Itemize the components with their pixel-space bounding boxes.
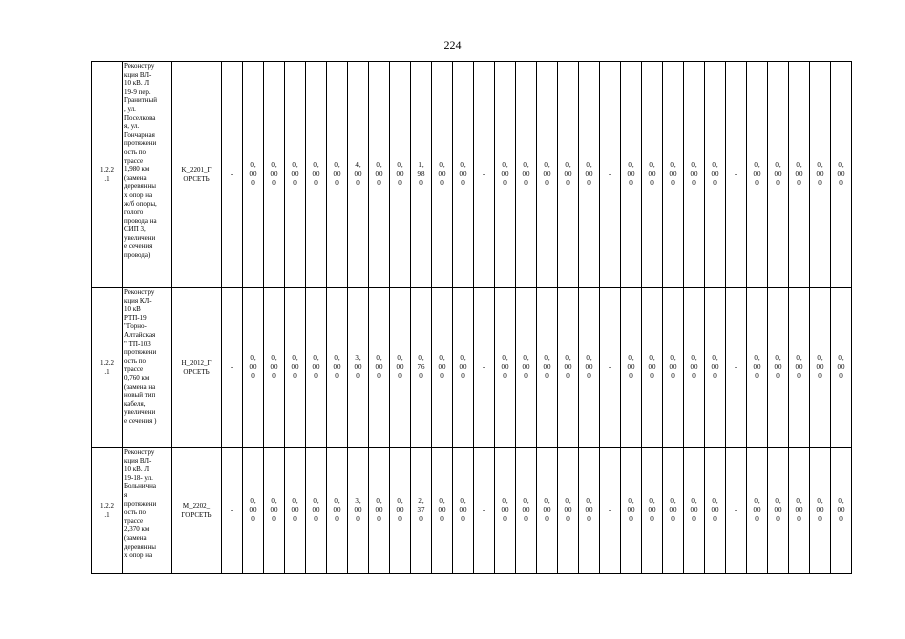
value-cell-text: 0, 00 0 (837, 497, 845, 523)
value-cell (789, 62, 810, 288)
value-cell (411, 448, 432, 574)
value-cell-text: 0, 00 0 (522, 497, 530, 523)
dash-cell-text: - (230, 363, 234, 371)
value-cell (432, 288, 453, 448)
value-cell-text: 0, 00 0 (627, 497, 635, 523)
value-cell-text: 0, 00 0 (753, 497, 761, 523)
value-cell-text: 0, 00 0 (648, 354, 656, 380)
value-cell (831, 288, 852, 448)
dash-cell-text: - (482, 506, 486, 514)
row-number-cell (92, 448, 123, 574)
value-cell-text: 0, 00 0 (648, 161, 656, 187)
project-code-cell-text: K_2201_Г ОРСЕТЬ (181, 165, 212, 183)
dash-cell (600, 62, 621, 288)
dash-cell (222, 288, 243, 448)
value-cell (621, 62, 642, 288)
value-cell-text: 0, 00 0 (795, 497, 803, 523)
value-cell-text: 0, 00 0 (816, 354, 824, 380)
value-cell-text: 0, 00 0 (585, 497, 593, 523)
table-row (92, 62, 852, 288)
value-cell-text: 0, 00 0 (291, 161, 299, 187)
value-cell-text: 0, 00 0 (690, 354, 698, 380)
dash-cell (726, 448, 747, 574)
value-cell-text: 0, 00 0 (711, 161, 719, 187)
value-cell (243, 288, 264, 448)
page-number: 224 (443, 38, 462, 52)
value-cell-text: 0, 00 0 (816, 161, 824, 187)
row-number-cell-text: 1.2.2 .1 (100, 165, 114, 183)
value-cell (264, 62, 285, 288)
value-cell (243, 62, 264, 288)
value-cell (369, 62, 390, 288)
value-cell (705, 62, 726, 288)
project-code-cell (172, 62, 222, 288)
value-cell-text: 0, 00 0 (291, 354, 299, 380)
value-cell-text: 0, 00 0 (543, 354, 551, 380)
investment-table (91, 61, 852, 574)
value-cell (453, 62, 474, 288)
description-cell-text: Реконстру кция КЛ- 10 кВ РТП-19 "Горно- Алтайская " ТП-103 протяжени ость по трассе 0,760 км (замена на новый тип кабеля, увеличени е сечения ) (124, 288, 157, 425)
value-cell-text: 0, 00 0 (501, 161, 509, 187)
value-cell-text: 0, 00 0 (564, 161, 572, 187)
value-cell (621, 448, 642, 574)
value-cell-text: 0, 00 0 (669, 161, 677, 187)
value-cell (516, 448, 537, 574)
value-cell (537, 288, 558, 448)
value-cell-text: 0, 00 0 (774, 161, 782, 187)
value-cell (663, 62, 684, 288)
value-cell (390, 62, 411, 288)
value-cell-text: 0, 00 0 (690, 161, 698, 187)
value-cell (705, 288, 726, 448)
dash-cell (222, 62, 243, 288)
value-cell (285, 448, 306, 574)
value-cell-text: 0, 00 0 (774, 354, 782, 380)
value-cell-text: 0, 00 0 (753, 354, 761, 380)
value-cell (369, 448, 390, 574)
value-cell-text: 0, 00 0 (564, 497, 572, 523)
value-cell-text: 0, 00 0 (774, 497, 782, 523)
value-cell (642, 62, 663, 288)
value-cell (516, 288, 537, 448)
dash-cell (474, 288, 495, 448)
value-cell (327, 62, 348, 288)
project-code-cell-text: H_2012_Г ОРСЕТЬ (181, 358, 212, 376)
value-cell (306, 62, 327, 288)
value-cell (432, 448, 453, 574)
value-cell (495, 62, 516, 288)
value-cell-text: 0, 00 0 (585, 161, 593, 187)
value-cell (684, 288, 705, 448)
value-cell (537, 448, 558, 574)
value-cell-text: 0, 00 0 (375, 497, 383, 523)
value-cell-text: 0, 00 0 (375, 161, 383, 187)
value-cell-text: 0, 00 0 (669, 354, 677, 380)
value-cell-text: 0, 00 0 (312, 497, 320, 523)
value-cell (411, 288, 432, 448)
dash-cell-text: - (230, 170, 234, 178)
value-cell-text: 0, 00 0 (270, 354, 278, 380)
value-cell (348, 62, 369, 288)
value-cell (348, 448, 369, 574)
value-cell (348, 288, 369, 448)
dash-cell-text: - (734, 363, 738, 371)
value-cell-text: 0, 00 0 (333, 161, 341, 187)
value-cell (810, 288, 831, 448)
value-cell-text: 0, 00 0 (795, 161, 803, 187)
value-cell-text: 0, 00 0 (711, 497, 719, 523)
value-cell-text: 3, 00 0 (354, 354, 362, 380)
value-cell-text: 0, 00 0 (501, 354, 509, 380)
value-cell (705, 448, 726, 574)
value-cell-text: 0, 00 0 (375, 354, 383, 380)
value-cell-text: 0, 00 0 (543, 497, 551, 523)
value-cell (453, 288, 474, 448)
value-cell-text: 0, 00 0 (711, 354, 719, 380)
value-cell (789, 288, 810, 448)
value-cell (495, 448, 516, 574)
value-cell-text: 0, 00 0 (522, 161, 530, 187)
value-cell (306, 288, 327, 448)
value-cell-text: 0, 00 0 (501, 497, 509, 523)
value-cell-text: 0, 00 0 (396, 161, 404, 187)
dash-cell-text: - (482, 363, 486, 371)
value-cell (831, 448, 852, 574)
value-cell (264, 288, 285, 448)
value-cell (747, 288, 768, 448)
value-cell (768, 288, 789, 448)
dash-cell (474, 448, 495, 574)
value-cell-text: 0, 00 0 (249, 161, 257, 187)
value-cell (663, 288, 684, 448)
value-cell (411, 62, 432, 288)
value-cell-text: 0, 00 0 (522, 354, 530, 380)
value-cell-text: 0, 00 0 (270, 161, 278, 187)
value-cell-text: 0, 00 0 (270, 497, 278, 523)
value-cell-text: 0, 00 0 (837, 161, 845, 187)
value-cell (285, 288, 306, 448)
row-number-cell (92, 62, 123, 288)
value-cell-text: 0, 00 0 (459, 161, 467, 187)
table-row (92, 448, 852, 574)
value-cell (558, 288, 579, 448)
value-cell-text: 2, 37 0 (417, 497, 425, 523)
value-cell-text: 1, 98 0 (417, 161, 425, 187)
value-cell-text: 0, 00 0 (249, 497, 257, 523)
value-cell-text: 0, 76 0 (417, 354, 425, 380)
value-cell (642, 288, 663, 448)
description-cell-text: Реконстру кция ВЛ- 10 кВ. Л 19-9 пер. Гранитный , ул. Поселкова я, ул. Гончарная протяжени ость по трассе 1,980 км (замена деревянны х опор на ж/б опоры, голого провода на СИП 3, увеличени е сечения провода) (124, 62, 157, 260)
value-cell-text: 0, 00 0 (627, 161, 635, 187)
dash-cell-text: - (482, 170, 486, 178)
value-cell-text: 0, 00 0 (564, 354, 572, 380)
value-cell (810, 62, 831, 288)
value-cell-text: 0, 00 0 (396, 354, 404, 380)
value-cell-text: 0, 00 0 (249, 354, 257, 380)
value-cell (369, 288, 390, 448)
value-cell-text: 0, 00 0 (396, 497, 404, 523)
value-cell-text: 3, 00 0 (354, 497, 362, 523)
value-cell-text: 0, 00 0 (438, 161, 446, 187)
dash-cell (222, 448, 243, 574)
description-cell (123, 288, 172, 448)
value-cell-text: 0, 00 0 (816, 497, 824, 523)
value-cell-text: 0, 00 0 (543, 161, 551, 187)
value-cell (768, 62, 789, 288)
value-cell (831, 62, 852, 288)
value-cell (516, 62, 537, 288)
value-cell-text: 0, 00 0 (438, 497, 446, 523)
value-cell (579, 62, 600, 288)
value-cell (264, 448, 285, 574)
dash-cell-text: - (608, 506, 612, 514)
value-cell-text: 0, 00 0 (333, 497, 341, 523)
dash-cell-text: - (608, 363, 612, 371)
dash-cell-text: - (734, 506, 738, 514)
project-code-cell (172, 288, 222, 448)
value-cell-text: 0, 00 0 (291, 497, 299, 523)
value-cell (495, 288, 516, 448)
value-cell-text: 0, 00 0 (333, 354, 341, 380)
value-cell (789, 448, 810, 574)
value-cell (684, 448, 705, 574)
value-cell (747, 62, 768, 288)
description-cell (123, 448, 172, 574)
value-cell (243, 448, 264, 574)
value-cell-text: 0, 00 0 (585, 354, 593, 380)
value-cell (327, 288, 348, 448)
dash-cell (600, 288, 621, 448)
value-cell-text: 0, 00 0 (837, 354, 845, 380)
value-cell (768, 448, 789, 574)
value-cell (621, 288, 642, 448)
value-cell (558, 448, 579, 574)
value-cell (390, 288, 411, 448)
table-row (92, 288, 852, 448)
dash-cell (726, 62, 747, 288)
dash-cell-text: - (608, 170, 612, 178)
dash-cell (600, 448, 621, 574)
value-cell (453, 448, 474, 574)
value-cell (558, 62, 579, 288)
description-cell (123, 62, 172, 288)
dash-cell-text: - (734, 170, 738, 178)
value-cell-text: 0, 00 0 (312, 354, 320, 380)
value-cell-text: 0, 00 0 (795, 354, 803, 380)
value-cell-text: 0, 00 0 (459, 354, 467, 380)
row-number-cell-text: 1.2.2 .1 (100, 358, 114, 376)
value-cell (642, 448, 663, 574)
value-cell-text: 0, 00 0 (669, 497, 677, 523)
description-cell-text: Реконстру кция ВЛ- 10 кВ. Л 19-18- ул. Больнична я протяжени ость по трассе 2,370 км (замена деревянны х опор на (124, 448, 157, 560)
value-cell-text: 0, 00 0 (753, 161, 761, 187)
value-cell (306, 448, 327, 574)
value-cell (663, 448, 684, 574)
value-cell (327, 448, 348, 574)
project-code-cell (172, 448, 222, 574)
value-cell (390, 448, 411, 574)
value-cell (747, 448, 768, 574)
value-cell (432, 62, 453, 288)
project-code-cell-text: M_2202_ ГОРСЕТЬ (181, 501, 212, 519)
dash-cell (726, 288, 747, 448)
value-cell (579, 288, 600, 448)
dash-cell-text: - (230, 506, 234, 514)
value-cell-text: 0, 00 0 (690, 497, 698, 523)
value-cell-text: 0, 00 0 (459, 497, 467, 523)
value-cell (684, 62, 705, 288)
value-cell (810, 448, 831, 574)
row-number-cell (92, 288, 123, 448)
value-cell-text: 0, 00 0 (312, 161, 320, 187)
row-number-cell-text: 1.2.2 .1 (100, 501, 114, 519)
value-cell-text: 0, 00 0 (438, 354, 446, 380)
value-cell (537, 62, 558, 288)
value-cell-text: 0, 00 0 (627, 354, 635, 380)
value-cell-text: 0, 00 0 (648, 497, 656, 523)
value-cell (579, 448, 600, 574)
dash-cell (474, 62, 495, 288)
value-cell (285, 62, 306, 288)
value-cell-text: 4, 00 0 (354, 161, 362, 187)
